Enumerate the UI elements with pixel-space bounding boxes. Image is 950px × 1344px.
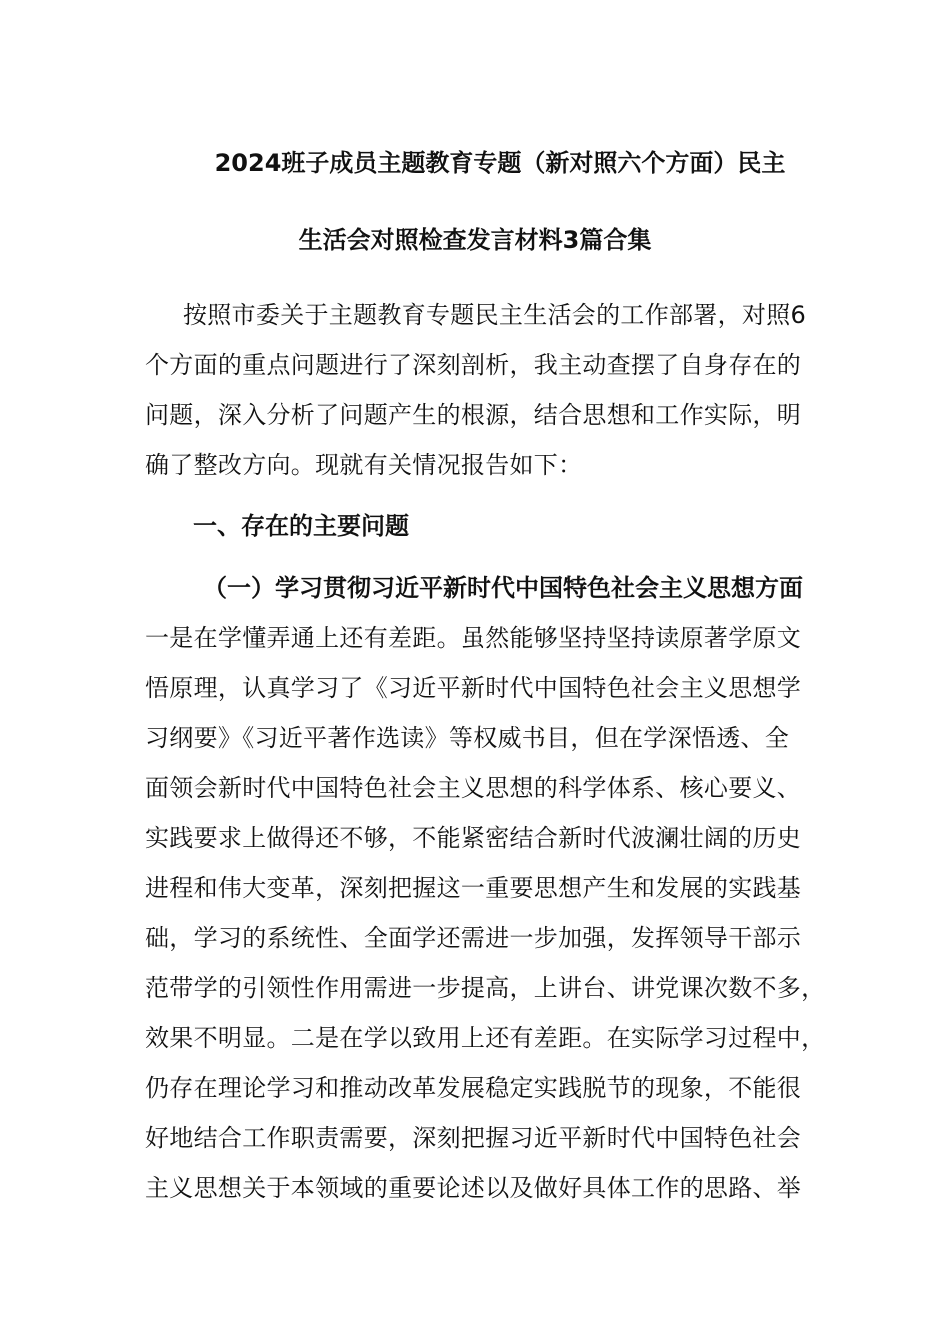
body-line: 实践要求上做得还不够，不能紧密结合新时代波澜壮阔的历史 [145, 824, 802, 852]
body-line: 主义思想关于本领域的重要论述以及做好具体工作的思路、举 [145, 1174, 802, 1202]
body-line: 范带学的引领性作用需进一步提高，上讲台、讲党课次数不多， [145, 974, 826, 1002]
section-heading: 一、存在的主要问题 [193, 512, 409, 540]
body-line: 悟原理，认真学习了《习近平新时代中国特色社会主义思想学 [145, 674, 802, 702]
subsection-heading: （一）学习贯彻习近平新时代中国特色社会主义思想方面 [203, 574, 803, 602]
document-title-line-1: 2024班子成员主题教育专题（新对照六个方面）民主 [214, 149, 786, 177]
body-line: 础，学习的系统性、全面学还需进一步加强，发挥领导干部示 [145, 924, 802, 952]
body-line: 进程和伟大变革，深刻把握这一重要思想产生和发展的实践基 [145, 874, 802, 902]
body-line: 习纲要》《习近平著作选读》等权威书目，但在学深悟透、全 [145, 724, 790, 752]
intro-line: 按照市委关于主题教育专题民主生活会的工作部署，对照6 [183, 301, 807, 329]
body-line: 好地结合工作职责需要，深刻把握习近平新时代中国特色社会 [145, 1124, 802, 1152]
intro-line: 确了整改方向。现就有关情况报告如下： [145, 451, 583, 479]
intro-line: 问题，深入分析了问题产生的根源，结合思想和工作实际，明 [145, 401, 802, 429]
body-line: 效果不明显。二是在学以致用上还有差距。在实际学习过程中， [145, 1024, 826, 1052]
body-line: 一是在学懂弄通上还有差距。虽然能够坚持坚持读原著学原文 [145, 624, 802, 652]
intro-line: 个方面的重点问题进行了深刻剖析，我主动查摆了自身存在的 [145, 351, 802, 379]
body-line: 面领会新时代中国特色社会主义思想的科学体系、核心要义、 [145, 774, 802, 802]
body-line: 仍存在理论学习和推动改革发展稳定实践脱节的现象，不能很 [145, 1074, 802, 1102]
document-title-line-2: 生活会对照检查发言材料3篇合集 [298, 226, 652, 254]
